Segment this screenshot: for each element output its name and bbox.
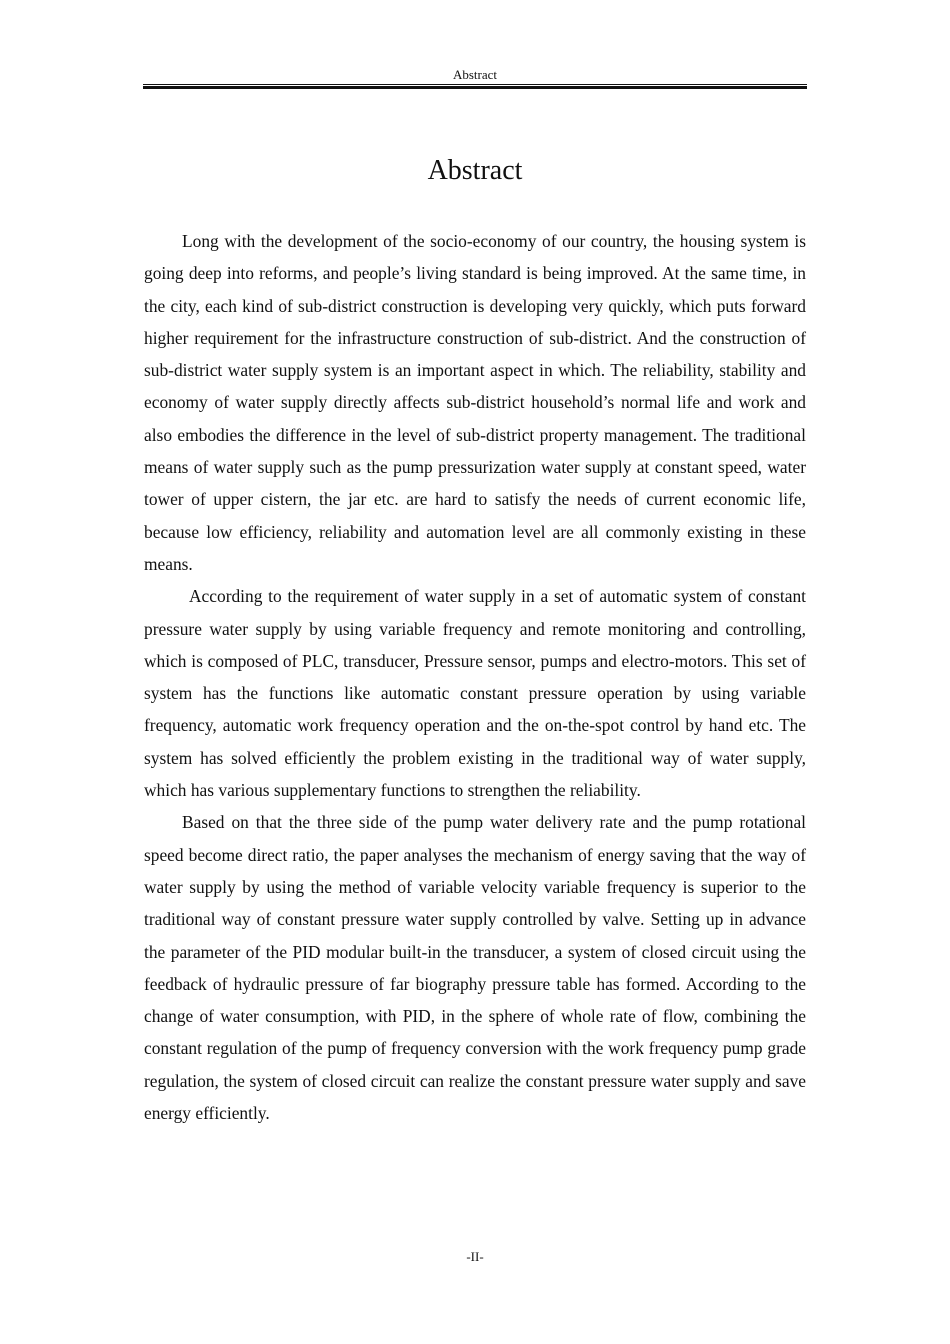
abstract-paragraph-1: Long with the development of the socio-economy of our country, the housing system is going deep into reforms, and people’s living standard is being improved. At the same time, in the city, each kind of sub-district construction is developing very quickly, which puts forward higher requirement for the infrastructure construction of sub-district. And the construction of sub-district water supply system is an important aspect in which. The reliability, stability and economy of water supply directly affects sub-district household’s normal life and work and also embodies the difference in the level of sub-district property management. The traditional means of water supply such as the pump pressurization water supply at constant speed, water tower of upper cistern, the jar etc. are hard to satisfy the needs of current economic life, because low efficiency, reliability and automation level are all commonly existing in these means. — [144, 231, 806, 574]
running-header: Abstract — [452, 67, 498, 82]
abstract-paragraph-2: According to the requirement of water supply in a set of automatic system of constant pressure water supply by using variable frequency and remote monitoring and controlling, which is composed of PLC, transducer, Pressure sensor, pumps and electro-motors. This set of system has the functions like automatic constant pressure operation by using variable frequency, automatic work frequency operation and the on-the-spot control by hand etc. The system has solved efficiently the problem existing in the traditional way of water supply, which has various supplementary functions to strengthen the reliability. — [144, 586, 806, 801]
header-rule — [143, 84, 807, 89]
page-title: Abstract — [427, 155, 523, 186]
page-number: -II- — [466, 1249, 484, 1264]
abstract-body — [144, 225, 806, 1129]
abstract-paragraph-3: Based on that the three side of the pump water delivery rate and the pump rotational speed become direct ratio, the paper analyses the mechanism of energy saving that the way of water supply by using the method of variable velocity variable frequency is superior to the traditional way of constant pressure water supply controlled by valve. Setting up in advance the parameter of the PID modular built-in the transducer, a system of closed circuit using the feedback of hydraulic pressure of far biography pressure table has formed. According to the change of water consumption, with PID, in the sphere of whole rate of flow, combining the constant regulation of the pump of frequency conversion with the work frequency pump grade regulation, the system of closed circuit can realize the constant pressure water supply and save energy efficiently. — [144, 812, 806, 1124]
